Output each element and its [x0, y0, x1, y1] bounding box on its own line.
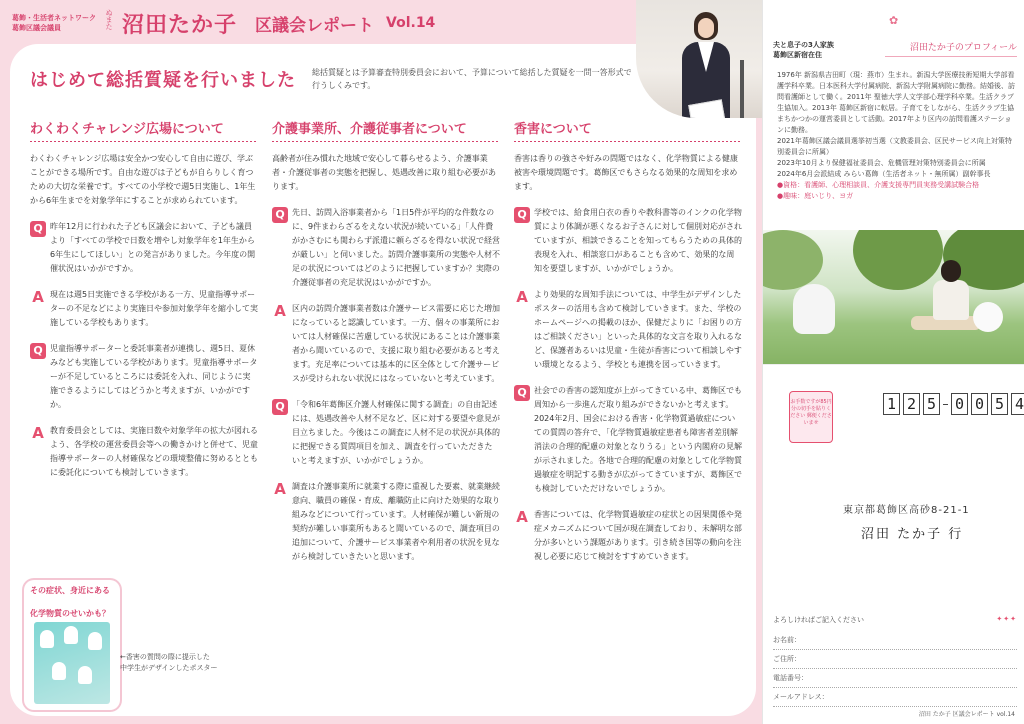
postcard-area: [763, 364, 1024, 724]
email-field[interactable]: メールアドレス：: [773, 688, 1017, 707]
question-block: Q 学校では、給食用白衣の香りや教科書等のインクの化学物質により体調が悪くなるお子さんに対して個別対応がされていますが、相談できることを知ってもらうための具体的表現を入れ、相談窓口があることも含めて、効果的な周知を要望しますが、いかがでしょうか。: [514, 206, 742, 276]
poster-illustration: [34, 622, 110, 704]
answer-icon: A: [32, 424, 44, 442]
right-panel: [762, 0, 1024, 724]
answer-block: A 区内の訪問介護事業者数は介護サービス需要に応じた増加になっていると認識しています。一方、個々の事業所においては人材確保に苦慮している状況にあることは介護事業者から聞いているので、支援に取り組む必要があると考えます。充足率については基本的に区全体として介護サービスが受けられない状況にはなっていないと考えています。: [272, 302, 500, 386]
speaking-photo: [636, 0, 762, 118]
postal-code: 1 2 5 0 0 5 4: [883, 393, 1024, 415]
address-field[interactable]: ご住所：: [773, 650, 1017, 669]
question-icon: Q: [272, 207, 288, 223]
column-lead: 高齢者が住み慣れた地域で安心して暮らせるよう、介護事業者・介護従事者の実態を把握し、処遇改善に取り組む必要があります。: [272, 154, 496, 191]
profile-body: 1976年 新潟県吉田町（現：燕市）生まれ。新潟大学医療技術短期大学部看護学科卒業。日本医科大学付属病院、新潟大学附属病院に勤務。結婚後、訪問看護師として働く。2011年 聖徳大学人文学部心理学科卒業。生活クラブ生協加入。2013年 葛飾区新宿に転居。子育てをしながら、生活クラブ生協まちかつかの運営委員として活動。2017年より区内の訪問看護ステーションに勤務。 2021年葛飾区議会議員選挙初当選（文教委員会、区民サービス向上対策特別委員会に所属） 2023年10月より保健福祉委員会、危機管理対策特別委員会に所属 2024年6月会派結成 みらい葛飾（生活者ネット・無所属）副幹事長 ●資格：看護師、心理相談員、介護支援専門員実務受講試験合格 ●趣味：庭いじり、ヨガ: [777, 71, 1015, 200]
answer-block: A より効果的な周知手法については、中学生がデザインしたポスターの活用も含めて検討していきます。また、学校のホームページへの掲載のほか、保健だよりに「お困りの方はご相談ください」といった具体的な文言を取り入れるなど、保護者あるいは児童・生徒が香害について相談しやすい環境となるよう、学校とも連携を図っていきます。: [514, 288, 742, 372]
reply-form: [773, 615, 1017, 707]
column-heading: 介護事業所、介護従事者について: [272, 118, 500, 142]
name-field[interactable]: お名前：: [773, 631, 1017, 650]
column-care: [272, 118, 500, 576]
question-icon: Q: [272, 399, 288, 415]
answer-block: A 教育委員会としては、実施日数や対象学年の拡大が図れるよう、各学校の運営委員会等への働きかけと併せて、児童指導サポーターの人材確保などの環境整備に努めるとともに委託化についても検討していきます。: [30, 424, 258, 480]
column-heading: わくわくチャレンジ広場について: [30, 118, 258, 142]
flower-icon: ✿: [889, 14, 899, 27]
masthead-report: 区議会レポート: [255, 15, 375, 36]
answer-icon: A: [32, 288, 44, 306]
column-challenge: [30, 118, 258, 492]
dog-icon: [793, 284, 835, 334]
masthead: [12, 6, 435, 40]
profile-signature: 夫と息子の3人家族 葛飾区新宿在住: [773, 41, 834, 59]
flower-icon: ✦✦✦: [996, 615, 1017, 623]
question-icon: Q: [30, 343, 46, 359]
profile-header: [773, 40, 1017, 60]
chemical-poster: その症状、身近にある 化学物質のせいかも？: [24, 580, 120, 710]
masthead-org: 葛飾・生活者ネットワーク 葛飾区議会議員: [12, 14, 96, 32]
column-heading: 香害について: [514, 118, 742, 142]
masthead-name: 沼田たか子: [122, 12, 238, 38]
park-photo: [763, 230, 1024, 364]
answer-block: A 調査は介護事業所に就業する際に重視した要素、就業継続意向、職員の確保・育成、離職防止に向けた効果的な取り組みなどについて行っています。人材確保が難しい新規の契約が難しい事業所もあると聞いているので、調査項目の追加について、介護サービス事業者や利用者の状況を見ながら検討していきたいと思います。: [272, 480, 500, 564]
column-lead: 香害は香りの強さや好みの問題ではなく、化学物質による健康被害や環境問題です。葛飾区でもさらなる効果的な周知を求めます。: [514, 154, 738, 191]
answer-icon: A: [274, 480, 286, 498]
footer-note: 沼田 たか子 区議会レポート vol.14: [918, 711, 1015, 718]
main-intro: 総括質疑とは予算審査特別委員会において、予算について総括した質疑を一問一答形式で行うしくみです。: [312, 68, 632, 90]
answer-block: A 現在は週5日実施できる学校がある一方、児童指導サポーターの不足などにより実施日や参加対象学年を縮小して実施している学校もあります。: [30, 288, 258, 330]
question-icon: Q: [30, 221, 46, 237]
profile-title: 沼田たか子のプロフィール: [885, 40, 1017, 57]
poster-caption: ←香害の質問の際に提示した 中学生がデザインしたポスター: [120, 653, 218, 672]
question-icon: Q: [514, 385, 530, 401]
column-scent: [514, 118, 742, 576]
answer-icon: A: [516, 508, 528, 526]
dog-icon: [973, 302, 1003, 332]
addressee: 沼田 たか子 行: [861, 527, 964, 542]
column-lead: わくわくチャレンジ広場は安全かつ安心して自由に遊び、学ぶことができる場所です。自由な遊びは子どもが自らりしく育つための大切な栄養です。すべての小学校で週5日実施し、1年生から6年生までを対象学年にすることが求められています。: [30, 154, 256, 205]
main-title: はじめて総括質疑を行いました: [30, 70, 296, 91]
microphone-icon: [740, 60, 744, 118]
question-block: Q 児童指導サポーターと委託事業者が連携し、週5日、夏休みなども実施している学校があります。児童指導サポーターが不足しているところには委託を入れ、同じように実施できるようにしてはどうかと考えますが、いかがですか。: [30, 342, 258, 412]
answer-icon: A: [274, 302, 286, 320]
question-block: Q 社会での香害の認知度が上がってきている中、葛飾区でも周知から一歩進んだ取り組みができないかと考えます。2024年2月、国会における香害・化学物質過敏症についての質問の答弁で、「化学物質過敏症患者も障害者差別解消法の合理的配慮の対象となりうる」という内閣府の見解が示されました。各地で合理的配慮の対象として化学物質過敏症を明記する動きが広がってきていますが、葛飾区でも検討していただけないでしょうか。: [514, 384, 742, 496]
stamp-box: お手数ですが85円分の切手を貼りください 郵便くださいませ: [789, 391, 833, 443]
question-block: Q 「令和6年葛飾区介護人材確保に関する調査」の自由記述には、処遇改善や人材不足など、区に対する要望や意見が目立ちました。今後はこの調査に人材不足の状況が具体的に把握できる質問項目を加え、調査を行っていただきたいと考えますが、いかがでしょうか。: [272, 398, 500, 468]
answer-block: A 香害については、化学物質過敏症の症状との因果関係や発症メカニズムについて国が現在調査しており、未解明な部分が多いという課題があります。引き続き国等の動向を注視し必要に応じて検討をすすめていきます。: [514, 508, 742, 564]
masthead-ruby: ぬまた: [105, 9, 113, 30]
question-block: Q 昨年12月に行われた子ども区議会において、子ども議員より「すべての学校で日数を増やし対象学年を1年生から6年生にしてほしい」との発言がありました。今年度の開催状況はいかがですか。: [30, 220, 258, 276]
form-heading: よろしければご記入ください: [773, 616, 864, 624]
answer-icon: A: [516, 288, 528, 306]
question-icon: Q: [514, 207, 530, 223]
question-block: Q 先日、訪問入浴事業者から「1日5件が平均的な件数なのに、9件まわらざるをえない状況が続いている」「人件費がかさむにも関わらず派遣に頼らざるを得ない状況で経営が厳しい」と伺いました。訪問介護事業所の実態や人材不足の状況についてはどのように把握していますか？実際の介護従事者の充足状況はいかがですか。: [272, 206, 500, 290]
address: 東京都葛飾区高砂8-21-1: [843, 505, 970, 516]
masthead-vol: Vol.14: [386, 15, 436, 31]
phone-field[interactable]: 電話番号：: [773, 669, 1017, 688]
